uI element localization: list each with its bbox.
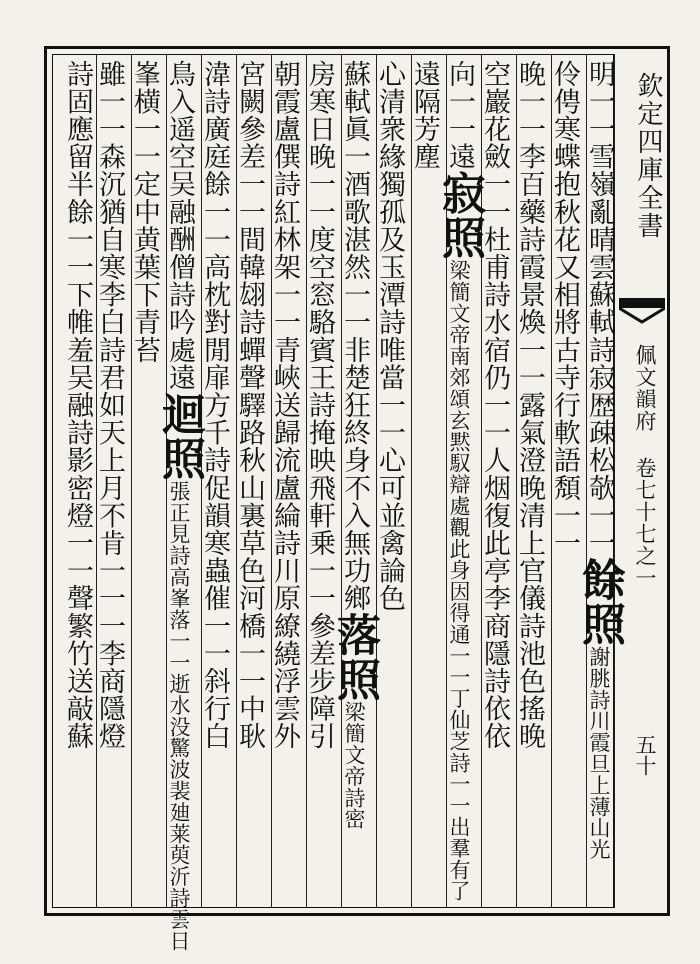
text-column xyxy=(434,60,485,902)
head-word: 落照 xyxy=(329,612,380,702)
page-number: 五十 xyxy=(633,734,657,776)
volume-label: 佩文韻府 卷七十七之一 xyxy=(633,344,657,589)
head-note: 謝朓詩川霞旦上薄山光 xyxy=(587,646,611,861)
head-word: 迴照 xyxy=(154,391,205,481)
head-word: 餘照 xyxy=(574,556,625,647)
column-text: 空巖花斂一一杜甫詩水宿仍一一人烟復此亭李商隱詩依依 xyxy=(479,60,510,750)
column-text: 心清衆緣獨孤及玉潭詩唯當一一心可並禽論色 xyxy=(374,60,405,612)
book-title: 欽定四庫全書 xyxy=(633,72,663,240)
column-text: 鳥入遥空吴融酬僧詩吟處遠 xyxy=(164,60,195,392)
column-text: 明一一雪嶺亂晴雲蘇軾詩寂歴疎松欹一一 xyxy=(584,60,615,557)
head-note: 梁簡文帝詩密 xyxy=(342,701,366,830)
column-rule xyxy=(411,54,412,908)
column-text: 湋詩廣庭餘一一高枕對閒扉方千詩促韻寒蟲催一一斜行白 xyxy=(199,60,230,750)
column-text: 晚一一李百藥詩霞景煥一一露氣澄晚清上官儀詩池色搖晚 xyxy=(514,60,545,750)
head-word: 寂照 xyxy=(434,170,485,260)
head-note: 梁簡文帝南郊頌玄黙馭辯處觀此身因得通一一丁仙芝詩一一出羣有了 xyxy=(447,259,471,902)
page-margin xyxy=(614,54,670,908)
column-text: 朝霞盧僎詩紅林架一一青峽送歸流盧綸詩川原繚繞浮雲外 xyxy=(269,60,300,750)
column-text: 伶俜寒蝶抱秋花又相將古寺行軟語頽一一 xyxy=(549,60,580,557)
column-text: 雖一一森沉猶自寒李白詩君如天上月不肯一一一李商隱燈 xyxy=(94,60,125,750)
fishtail-mark-icon xyxy=(619,298,665,324)
column-text: 峯横一一定中黄葉下青苔 xyxy=(129,60,160,364)
column-text: 詩固應留半餘一一下帷羞吴融詩影密燈一一聲繁竹送敲蘇 xyxy=(62,60,93,750)
column-text: 蘇軾眞一酒歌湛然一一非楚狂終身不入無功鄉 xyxy=(339,60,370,612)
text-column xyxy=(55,60,99,750)
column-text: 遠隔芳塵 xyxy=(409,60,440,171)
head-note: 張正見詩高峯落一一逝水没驚波裴廸莱萸沂詩雲日 xyxy=(167,480,191,952)
column-text: 宮闕參差一一間韓翃詩蟬聲驛路秋山裏草色河橋一一中耿 xyxy=(234,60,265,750)
column-text: 向一一遠 xyxy=(444,60,475,171)
column-text: 房寒日晚一一度空窓駱賓王詩掩映飛軒乗一一參差步障引 xyxy=(304,60,335,750)
